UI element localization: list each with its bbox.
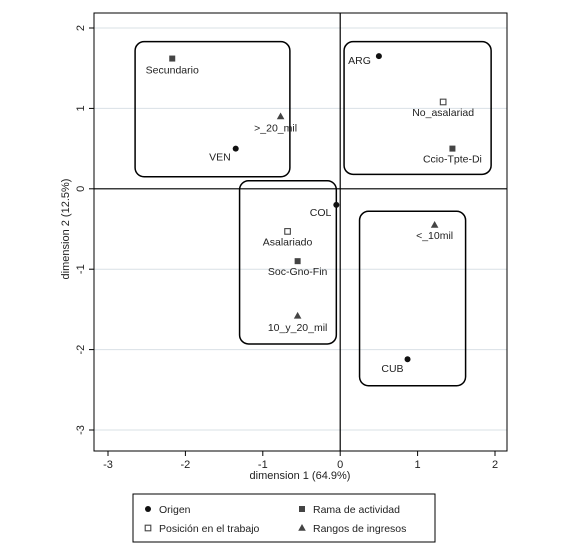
point-label-10-y-20-mil: 10_y_20_mil bbox=[267, 321, 328, 334]
y-tick-label: -1 bbox=[75, 264, 87, 275]
point-label-col: COL bbox=[309, 206, 332, 219]
x-axis-title: dimension 1 (64.9%) bbox=[249, 470, 351, 482]
point-label-ccio-tpte-di: Ccio-Tpte-Di bbox=[422, 153, 482, 166]
cluster-box-center bbox=[240, 181, 337, 344]
legend-entry: Origen bbox=[159, 504, 191, 516]
x-tick-label: -2 bbox=[180, 459, 191, 471]
point-secundario bbox=[169, 56, 175, 62]
point-arg bbox=[376, 53, 382, 59]
point-10-y-20-mil bbox=[294, 312, 302, 319]
legend-entry: Posición en el trabajo bbox=[159, 523, 260, 535]
legend-marker bbox=[145, 525, 151, 531]
y-tick-label: 0 bbox=[75, 185, 87, 192]
point-label-arg: ARG bbox=[348, 55, 371, 68]
y-axis-title: dimension 2 (12.5%) bbox=[60, 178, 72, 280]
point-label-soc-gno-fin: Soc-Gno-Fin bbox=[267, 266, 328, 279]
legend-marker bbox=[299, 506, 305, 512]
point-10mil bbox=[431, 221, 439, 228]
legend-entry: Rangos de ingresos bbox=[313, 523, 407, 535]
x-tick-label: -3 bbox=[103, 459, 113, 471]
x-tick-label: 2 bbox=[491, 459, 499, 471]
y-tick-label: -3 bbox=[75, 425, 87, 435]
y-tick-label: 2 bbox=[75, 24, 87, 32]
point-label-secundario: Secundario bbox=[145, 64, 199, 77]
x-tick-label: 1 bbox=[414, 459, 421, 471]
points bbox=[146, 53, 482, 375]
point-label-10mil: <_10mil bbox=[416, 229, 454, 242]
point-ccio-tpte-di bbox=[449, 146, 455, 152]
point-asalariado bbox=[285, 229, 291, 235]
legend-entry: Rama de actividad bbox=[313, 504, 400, 516]
y-tick-label: 1 bbox=[75, 105, 87, 112]
point-no-asalariad bbox=[440, 99, 446, 105]
point-soc-gno-fin bbox=[295, 258, 301, 264]
point-label-ven: VEN bbox=[209, 151, 231, 164]
point-ven bbox=[233, 146, 239, 152]
x-tick-label: 0 bbox=[337, 459, 344, 471]
point-col bbox=[333, 202, 339, 208]
point-20-mil bbox=[277, 112, 285, 119]
point-cub bbox=[405, 356, 411, 362]
y-tick-label: -2 bbox=[75, 344, 87, 355]
point-label-cub: CUB bbox=[381, 363, 404, 376]
x-tick-label: -1 bbox=[257, 459, 268, 471]
legend bbox=[133, 494, 435, 542]
point-label-no-asalariad: No_asalariad bbox=[412, 106, 475, 119]
point-label-20-mil: >_20_mil bbox=[254, 122, 298, 135]
point-label-asalariado: Asalariado bbox=[262, 236, 313, 249]
legend-marker bbox=[145, 506, 151, 512]
